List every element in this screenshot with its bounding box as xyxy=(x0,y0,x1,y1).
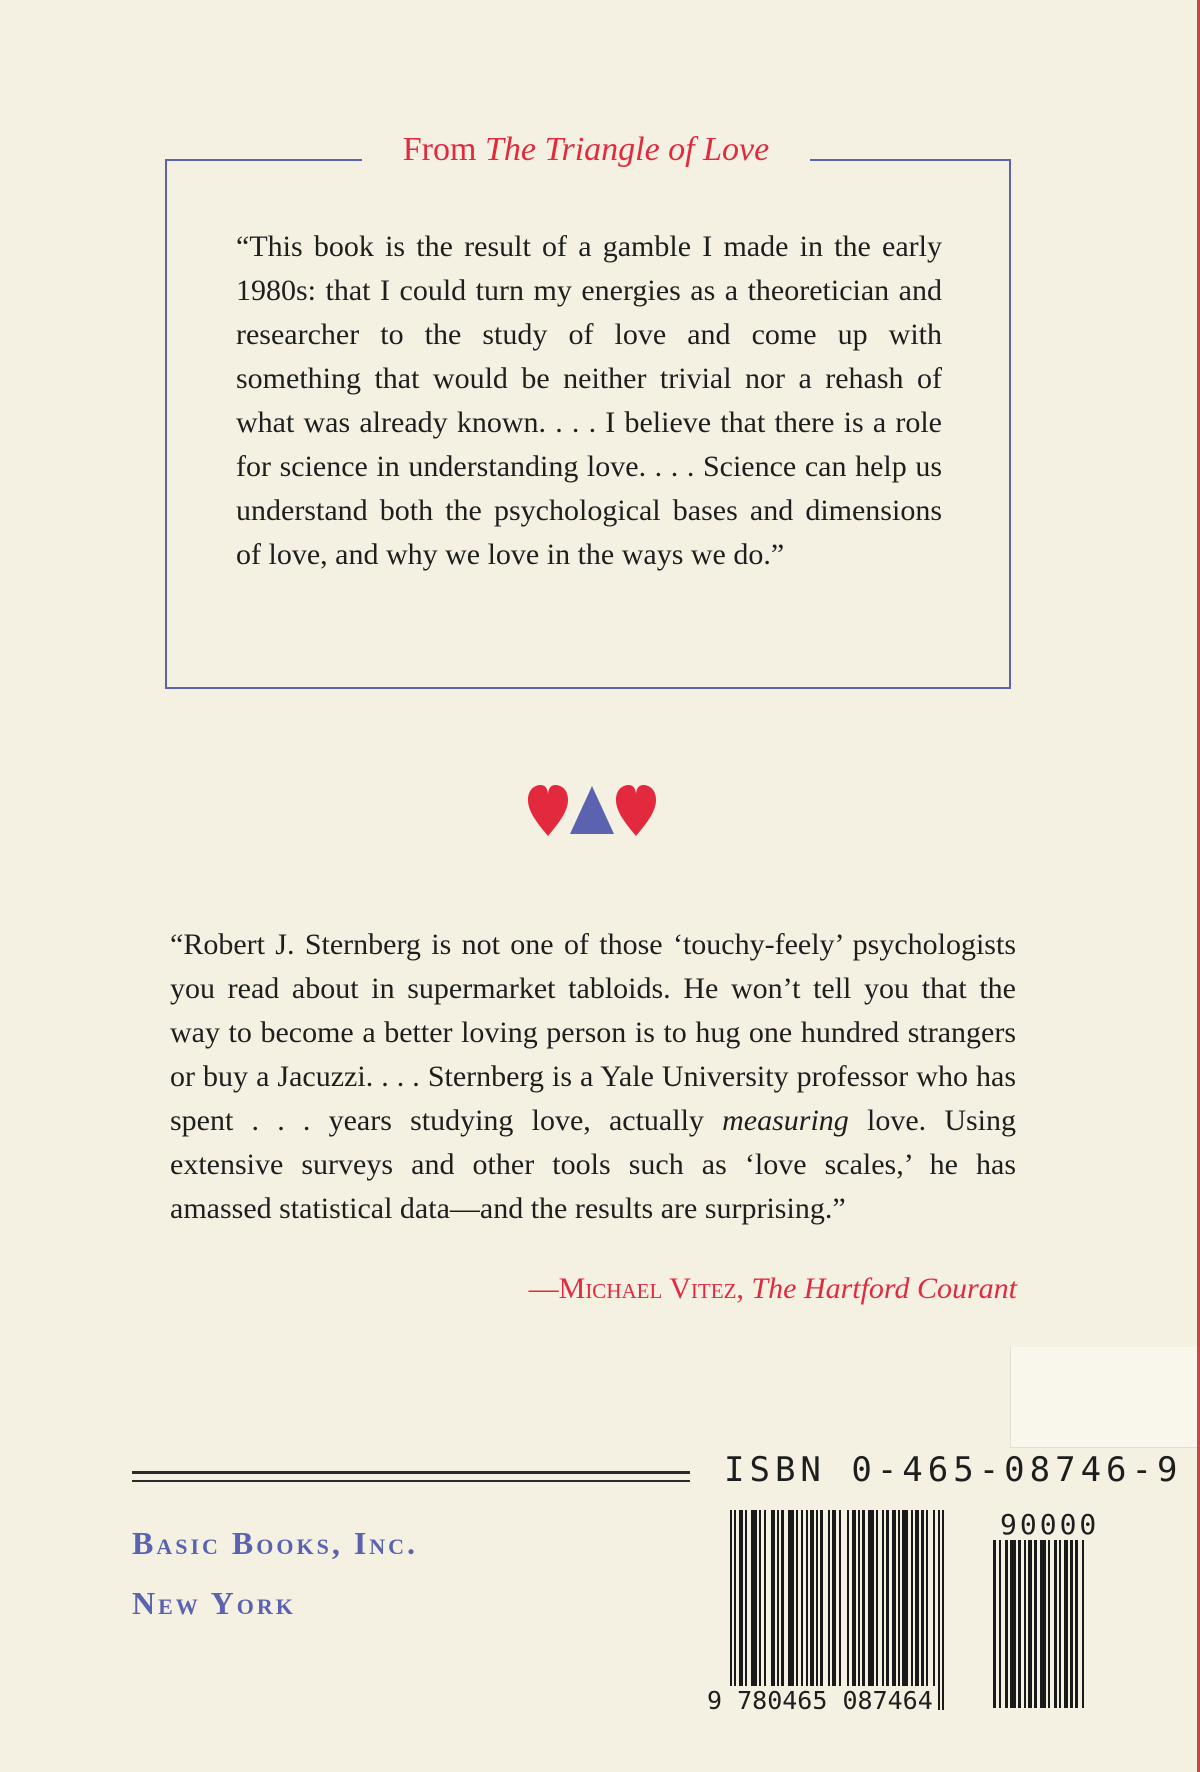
barcode-bar xyxy=(1028,1540,1032,1708)
barcode-bar xyxy=(1034,1540,1037,1708)
barcode-bar xyxy=(730,1510,732,1710)
barcode-bar xyxy=(820,1510,823,1688)
triangle-icon xyxy=(570,786,614,834)
barcode-bar xyxy=(1075,1540,1078,1708)
barcode-bar xyxy=(810,1510,814,1688)
barcode-bar xyxy=(942,1510,944,1710)
review-quote xyxy=(170,923,1016,1231)
barcode-bar xyxy=(911,1510,913,1688)
barcode-bar xyxy=(1040,1540,1046,1708)
price-addon-barcode xyxy=(993,1540,1118,1720)
barcode-bar xyxy=(876,1510,878,1688)
barcode-bar xyxy=(816,1510,818,1688)
barcode-bar xyxy=(788,1510,794,1688)
heart-icon xyxy=(616,785,656,836)
review-quote-emphasis: measuring xyxy=(722,1104,849,1137)
barcode-bar xyxy=(796,1510,798,1688)
rule-line xyxy=(132,1471,690,1474)
barcode-bar xyxy=(828,1510,830,1688)
barcode-bar xyxy=(832,1510,836,1710)
barcode-bar xyxy=(902,1510,908,1688)
barcode-bar xyxy=(1059,1540,1061,1708)
barcode-bar xyxy=(999,1540,1001,1708)
barcode-bar xyxy=(938,1510,940,1710)
publisher-city: New York xyxy=(132,1585,296,1621)
barcode-bar xyxy=(1048,1540,1050,1708)
barcode-digits: 9 780465 087464 xyxy=(704,1686,936,1715)
barcode-bar xyxy=(1054,1540,1057,1708)
barcode-bar xyxy=(886,1510,889,1688)
review-quote-part-2: love. Using extensive surveys and other tools such as ‘love scales,’ he has amassed statistical data—and the results are surprising.” xyxy=(170,1104,1017,1225)
heart-icon xyxy=(528,785,568,836)
publisher-name: Basic Books, Inc. xyxy=(132,1525,419,1561)
barcode-bar xyxy=(858,1510,860,1688)
excerpt-quote xyxy=(236,225,942,577)
barcode-bar xyxy=(1010,1540,1016,1708)
barcode-bar xyxy=(868,1510,874,1688)
excerpt-book-title: The Triangle of Love xyxy=(484,131,770,168)
barcode-bar xyxy=(801,1510,803,1688)
barcode-bar xyxy=(745,1510,747,1688)
review-quote-text xyxy=(170,923,1016,1231)
barcode-bar xyxy=(1070,1540,1073,1708)
barcode-bar xyxy=(993,1540,996,1708)
excerpt-quote-text: “This book is the result of a gamble I made in the early 1980s: that I could turn my energies as a theoretician and researcher to the study of love and come up with something that would be neither trivial nor a rehash of what was already known. . . . I believe that there is a role for science in understanding love. . . . Science can help us understand both the psychological bases and dimensions of love, and why we love in the ways we do.” xyxy=(236,230,942,571)
barcode-bar xyxy=(1018,1540,1021,1708)
barcode-bar xyxy=(926,1510,928,1688)
barcode-bar xyxy=(1082,1540,1084,1708)
barcode-bar xyxy=(892,1510,896,1688)
excerpt-heading-prefix: From xyxy=(402,131,477,168)
barcode-bar xyxy=(1024,1540,1026,1708)
reviewer-name: —Michael Vitez, xyxy=(528,1272,744,1305)
excerpt-heading xyxy=(362,126,810,174)
publisher-imprint xyxy=(132,1513,418,1633)
barcode-bar xyxy=(777,1510,779,1688)
barcode-bar xyxy=(1005,1540,1008,1708)
barcode-bar xyxy=(852,1510,856,1688)
barcode-bar xyxy=(933,1510,935,1688)
rule-line xyxy=(132,1480,690,1482)
barcode-bar xyxy=(839,1510,841,1710)
barcode-bar xyxy=(921,1510,924,1688)
barcode-bar xyxy=(847,1510,849,1688)
hearts-triangle-ornament xyxy=(526,782,658,840)
barcode-bar xyxy=(1064,1540,1068,1708)
barcode-bar xyxy=(734,1510,736,1710)
barcode-bar xyxy=(764,1510,766,1688)
barcode-bar xyxy=(862,1510,865,1688)
review-publication: The Hartford Courant xyxy=(751,1272,1017,1305)
barcode-bar xyxy=(915,1510,919,1688)
barcode-bar xyxy=(898,1510,900,1688)
review-quote-part-1: “Robert J. Sternberg is not one of those ‘touchy-feely’ psychologists you read about in supermarket tabloids. He won’t tell you that the way to become a better loving person is to hug one hundred strangers or buy a Jacuzzi. . . . Sternberg is a Yale University professor who has spent . . . years studying love, actually xyxy=(170,928,1016,1137)
barcode-bar xyxy=(739,1510,743,1688)
barcode-bar xyxy=(771,1510,775,1688)
price-sticker xyxy=(1010,1347,1197,1448)
barcode-bar xyxy=(806,1510,808,1688)
price-addon-digits: 90000 xyxy=(1000,1508,1100,1541)
barcode-bar xyxy=(781,1510,784,1688)
barcode-bar xyxy=(751,1510,757,1688)
isbn-number: ISBN 0-465-08746-9 xyxy=(724,1450,1183,1490)
barcode-bar xyxy=(882,1510,884,1688)
review-attribution xyxy=(380,1267,1017,1311)
barcode-bar xyxy=(759,1510,761,1688)
